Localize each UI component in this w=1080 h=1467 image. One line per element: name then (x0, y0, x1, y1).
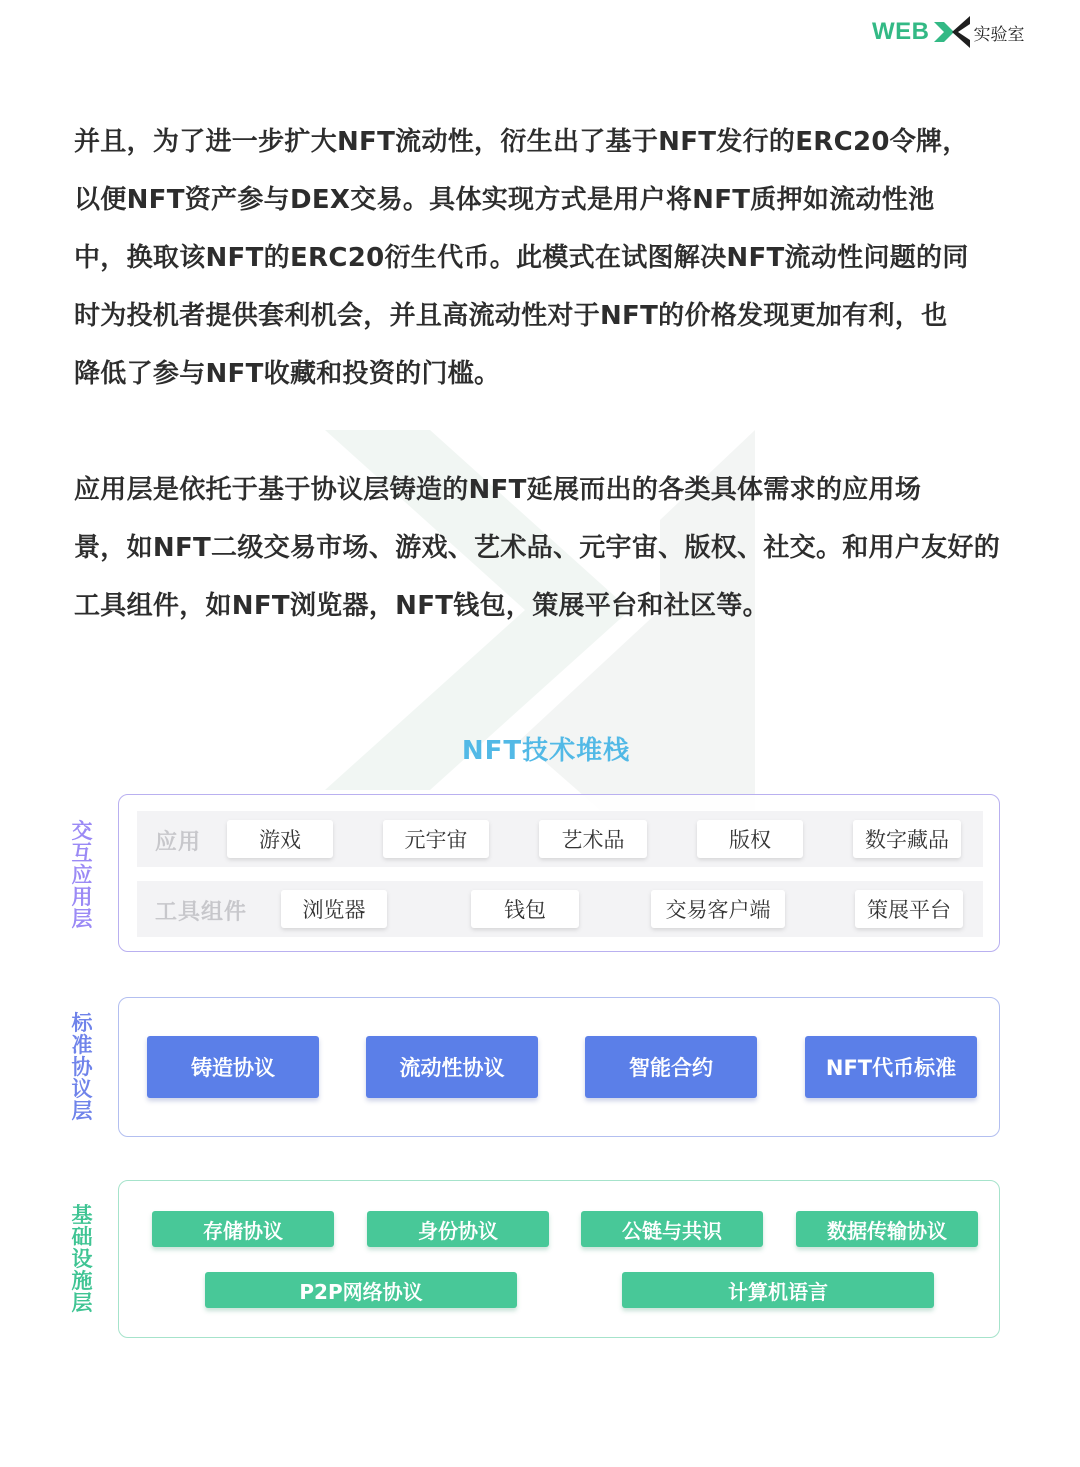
paragraph-line: 时为投机者提供套利机会，并且高流动性对于NFT的价格发现更加有利，也 (74, 301, 948, 331)
app-item: 数字藏品 (853, 820, 961, 858)
paragraph-line: 以便NFT资产参与DEX交易。具体实现方式是用户将NFT质押如流动性池 (74, 185, 935, 215)
app-item: 元宇宙 (383, 820, 489, 858)
chevron-mark-icon (932, 14, 972, 50)
label-char: 互 (71, 841, 93, 865)
standard-item: 智能合约 (585, 1036, 757, 1098)
label-char: 议 (71, 1077, 93, 1101)
label-char: 标 (71, 1011, 93, 1035)
tool-item: 钱包 (471, 890, 579, 928)
brand-logo (872, 14, 1025, 50)
app-item: 版权 (697, 820, 803, 858)
paragraph-line: 中，换取该NFT的ERC20衍生代币。此模式在试图解决NFT流动性问题的同 (74, 243, 969, 273)
label-char: 层 (71, 1099, 93, 1123)
label-char: 设 (71, 1247, 93, 1271)
base-item: P2P网络协议 (205, 1272, 517, 1308)
standard-layer-label (66, 1012, 98, 1122)
label-char: 础 (71, 1225, 93, 1249)
label-char: 层 (71, 1291, 93, 1315)
base-item: 计算机语言 (622, 1272, 934, 1308)
app-layer-box (118, 794, 1000, 952)
standard-item: 铸造协议 (147, 1036, 319, 1098)
label-char: 准 (71, 1033, 93, 1057)
app-row (137, 811, 983, 867)
base-layer-label (66, 1204, 98, 1314)
base-item: 存储协议 (152, 1211, 334, 1247)
paragraph-line: 并且，为了进一步扩大NFT流动性，衍生出了基于NFT发行的ERC20令牌， (74, 127, 969, 157)
tools-row-label: 工具组件 (155, 900, 248, 925)
paragraph-line: 工具组件，如NFT浏览器，NFT钱包，策展平台和社区等。 (74, 591, 769, 621)
label-char: 基 (71, 1203, 93, 1227)
paragraph-application-layer (74, 461, 1014, 635)
label-char: 用 (71, 885, 93, 909)
label-char: 协 (71, 1055, 93, 1079)
label-char: 施 (71, 1269, 93, 1293)
paragraph-line: 降低了参与NFT收藏和投资的门槛。 (74, 359, 501, 389)
paragraph-line: 应用层是依托于基于协议层铸造的NFT延展而出的各类具体需求的应用场 (74, 475, 922, 505)
base-item: 身份协议 (367, 1211, 549, 1247)
tools-row (137, 881, 983, 937)
standard-item: 流动性协议 (366, 1036, 538, 1098)
app-item: 游戏 (227, 820, 333, 858)
label-char: 层 (71, 907, 93, 931)
logo-lab-text: 实验室 (973, 24, 1025, 45)
paragraph-nft-liquidity (74, 113, 1014, 403)
app-item: 艺术品 (539, 820, 647, 858)
app-layer-label (66, 820, 98, 930)
diagram-title: NFT技术堆栈 (461, 736, 631, 766)
base-item: 数据传输协议 (796, 1211, 978, 1247)
tool-item: 策展平台 (855, 890, 963, 928)
base-layer-box (118, 1180, 1000, 1338)
label-char: 应 (71, 863, 93, 887)
paragraph-line: 景，如NFT二级交易市场、游戏、艺术品、元宇宙、版权、社交。和用户友好的 (74, 533, 1001, 563)
logo-brand-text: WEB (872, 18, 930, 45)
tool-item: 浏览器 (281, 890, 387, 928)
label-char: 交 (71, 819, 93, 843)
standard-layer-box (118, 997, 1000, 1137)
tool-item: 交易客户端 (651, 890, 785, 928)
app-row-label: 应用 (155, 830, 202, 855)
base-item: 公链与共识 (581, 1211, 763, 1247)
standard-item: NFT代币标准 (805, 1036, 977, 1098)
